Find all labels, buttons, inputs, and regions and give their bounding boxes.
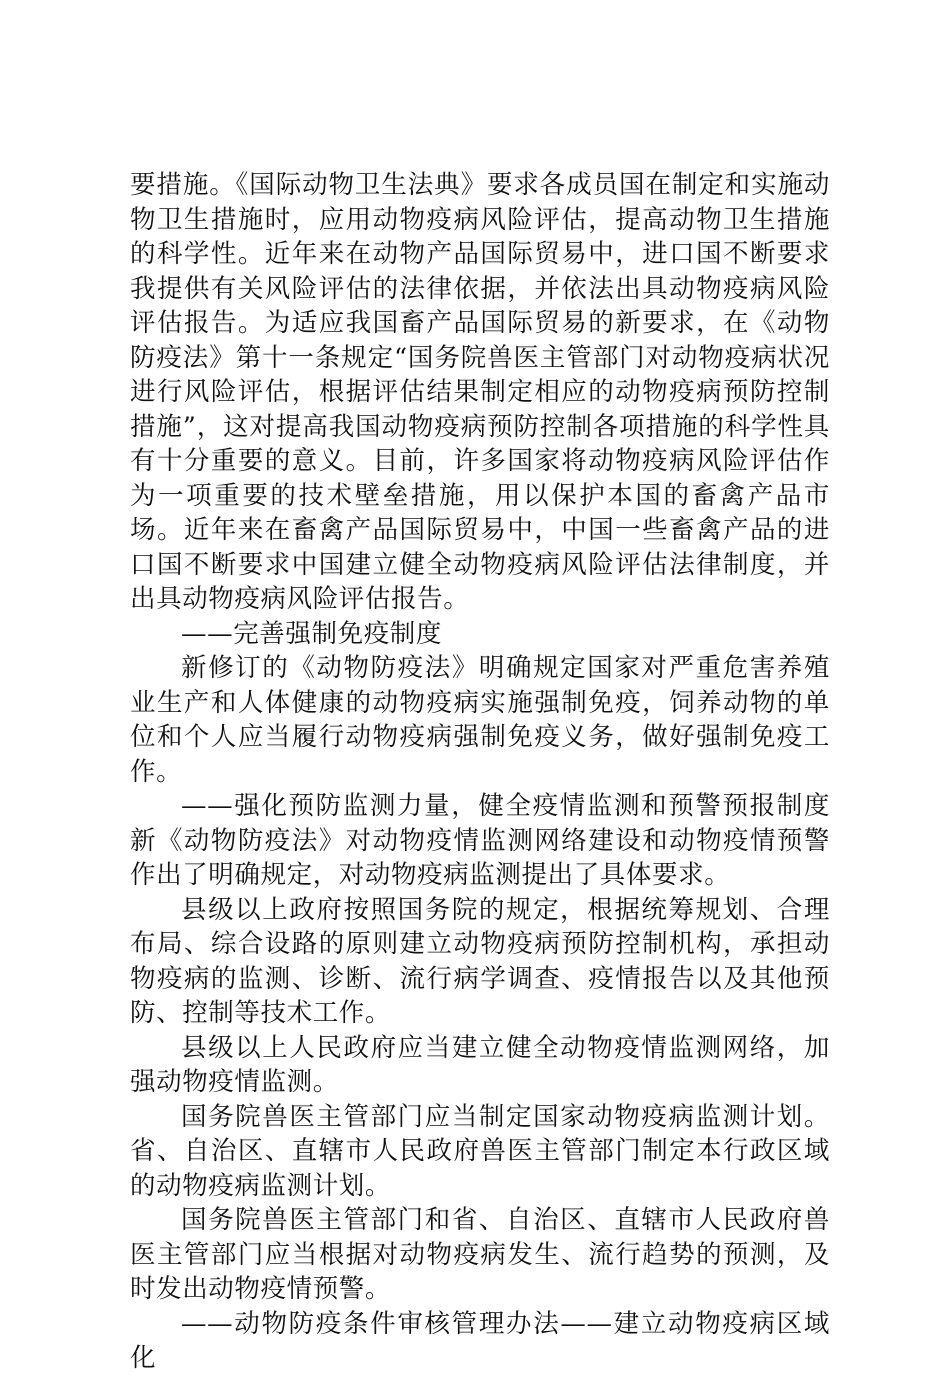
heading-compulsory-immunization: ——完善强制免疫制度 bbox=[181, 618, 443, 649]
document-body bbox=[130, 168, 830, 1376]
paragraph-monitoring-warning: ——强化预防监测力量，健全疫情监测和预警预报制度新《动物防疫法》对动物疫情监测网络建设和动物疫情预警作出了明确规定，对动物疫病监测提出了具体要求。 bbox=[130, 791, 830, 890]
paragraph-compulsory-immunization: 新修订的《动物防疫法》明确规定国家对严重危害养殖业生产和人体健康的动物疫病实施强制免疫，饲养动物的单位和个人应当履行动物疫病强制免疫义务，做好强制免疫工作。 bbox=[130, 653, 830, 787]
paragraph-county-institutions: 县级以上政府按照国务院的规定，根据统筹规划、合理布局、综合设路的原则建立动物疫病预防控制机构，承担动物疫病的监测、诊断、流行病学调查、疫情报告以及其他预防、控制等技术工作。 bbox=[130, 894, 830, 1028]
paragraph-monitoring-network: 县级以上人民政府应当建立健全动物疫情监测网络，加强动物疫情监测。 bbox=[130, 1032, 830, 1097]
heading-regionalization: ——动物防疫条件审核管理办法——建立动物疫病区域化 bbox=[130, 1308, 830, 1373]
paragraph-monitoring-plan: 国务院兽医主管部门应当制定国家动物疫病监测计划。省、自治区、直辖市人民政府兽医主管部门制定本行政区域的动物疫病监测计划。 bbox=[130, 1101, 830, 1201]
paragraph-epidemic-warning: 国务院兽医主管部门和省、自治区、直辖市人民政府兽医主管部门应当根据对动物疫病发生、流行趋势的预测，及时发出动物疫情预警。 bbox=[130, 1205, 830, 1304]
paragraph-risk-assessment: 要措施。《国际动物卫生法典》要求各成员国在制定和实施动物卫生措施时，应用动物疫病风险评估，提高动物卫生措施的科学性。近年来在动物产品国际贸易中，进口国不断要求我提供有关风险评估的法律依据，并依法出具动物疫病风险评估报告。为适应我国畜产品国际贸易的新要求，在《动物防疫法》第十一条规定“国务院兽医主管部门对动物疫病状况进行风险评估，根据评估结果制定相应的动物疫病预防控制措施”，这对提高我国动物疫病预防控制各项措施的科学性具有十分重要的意义。目前，许多国家将动物疫病风险评估作为一项重要的技术壁垒措施，用以保护本国的畜禽产品市场。近年来在畜禽产品国际贸易中，中国一些畜禽产品的进口国不断要求中国建立健全动物疫病风险评估法律制度，并出具动物疫病风险评估报告。 bbox=[130, 170, 830, 614]
